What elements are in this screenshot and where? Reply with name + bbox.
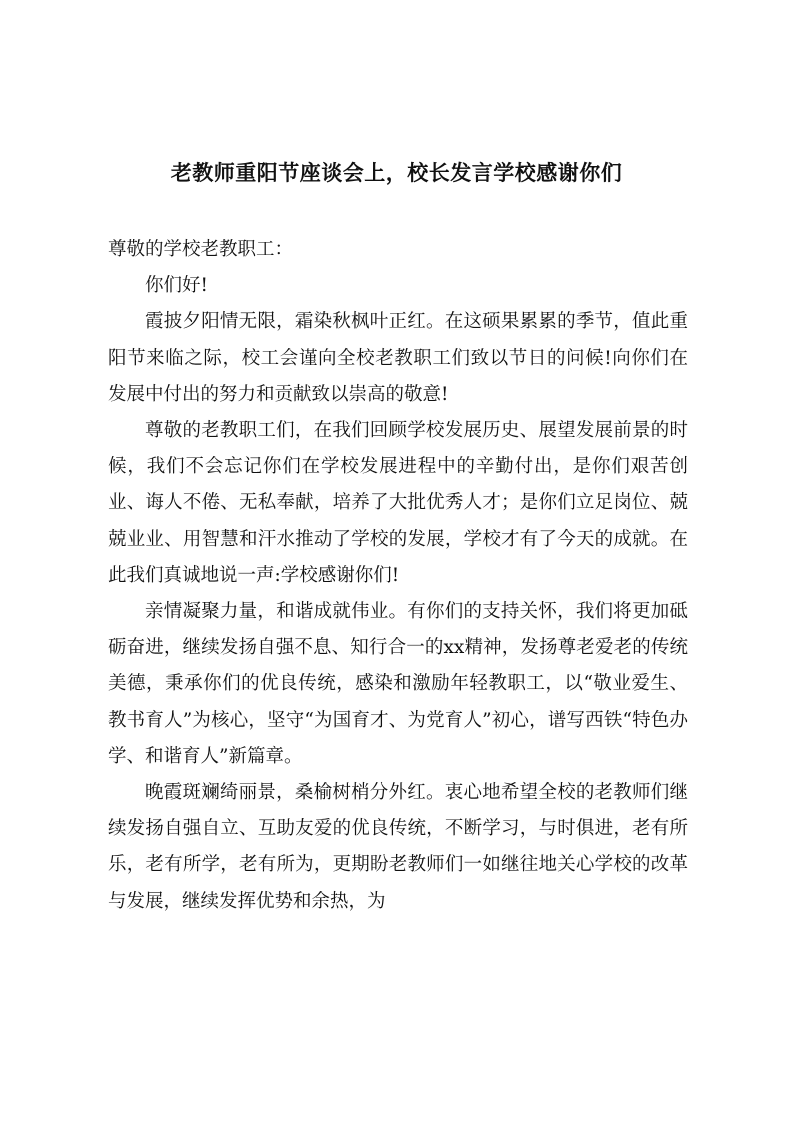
salutation: 尊敬的学校老教职工： (108, 239, 294, 260)
document-title: 老教师重阳节座谈会上，校长发言学校感谢你们 (170, 161, 623, 185)
paragraph: 尊敬的老教职工们，在我们回顾学校发展历史、展望发展前景的时候，我们不会忘记你们在学校发展进程中的辛勤付出，是你们艰苦创业、诲人不倦、无私奉献，培养了大批优秀人才；是你们立足岗位、兢兢业业、用智慧和汗水推动了学校的发展，学校才有了今天的成就。在此我们真诚地说一声:学校感谢你们! (108, 420, 688, 586)
paragraph: 亲情凝聚力量，和谐成就伟业。有你们的支持关怀，我们将更加砥砺奋进，继续发扬自强不息、知行合一的xx精神，发扬尊老爱老的传统美德，秉承你们的优良传统，感染和激励年轻教职工，以“敬业爱生、教书育人”为核心，坚守“为国育才、为党育人”初心，谱写西铁“特色办学、和谐育人”新篇章。 (108, 601, 688, 767)
greeting: 你们好! (145, 275, 208, 297)
document-body (108, 232, 688, 920)
paragraph: 晚霞斑斓绮丽景，桑榆树梢分外红。衷心地希望全校的老教师们继续发扬自强自立、互助友爱的优良传统，不断学习，与时俱进，老有所乐，老有所学，老有所为，更期盼老教师们一如继往地关心学校的改革与发展，继续发挥优势和余热，为 (108, 782, 688, 912)
paragraph: 霞披夕阳情无限，霜染秋枫叶正红。在这硕果累累的季节，值此重阳节来临之际，校工会谨向全校老教职工们致以节日的问候!向你们在发展中付出的努力和贡献致以崇高的敬意! (108, 311, 688, 405)
